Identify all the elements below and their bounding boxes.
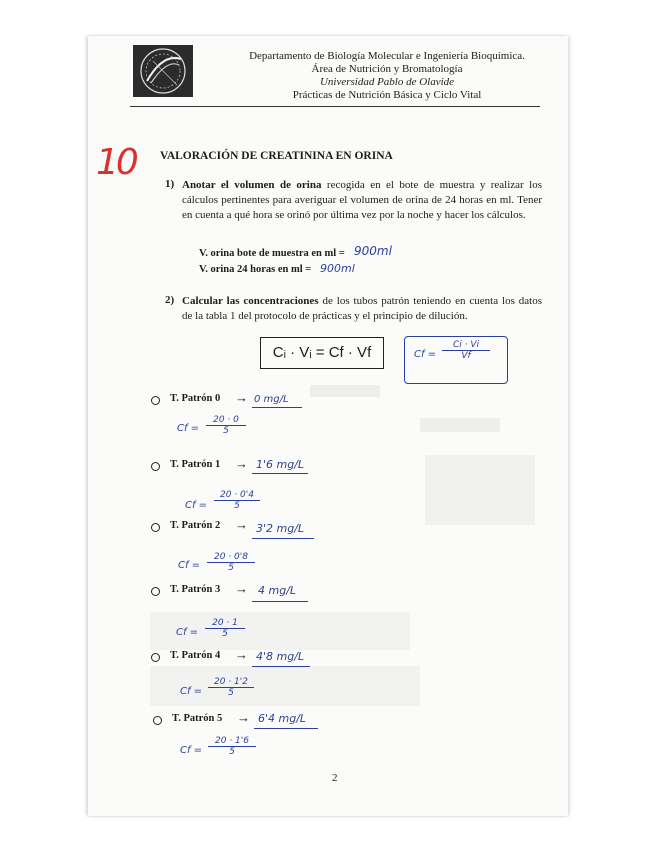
arrow-icon: → (237, 710, 250, 725)
arrow-icon: → (235, 390, 248, 405)
arrow-icon: → (235, 517, 248, 532)
patron-2-numerator: 20 · 0'8 (207, 552, 255, 563)
arrow-icon: → (235, 647, 248, 662)
patron-4-denominator: 5 (228, 688, 234, 698)
patron-4-fraction (208, 677, 254, 698)
patron-2-cf: Cf = (178, 560, 201, 571)
patron-5-fraction (208, 736, 256, 757)
label-volume-bote: V. orina bote de muestra en ml = (199, 248, 345, 259)
patron-0-fraction (206, 415, 246, 436)
patron-1-denominator: 5 (234, 501, 240, 511)
handwritten-formula-lhs: Cf = (414, 349, 437, 360)
result-underline (252, 538, 314, 539)
section-2-number: 2) (165, 294, 175, 306)
patron-0-cf: Cf = (177, 423, 200, 434)
section-2-instructions (182, 294, 542, 324)
bullet-icon (151, 653, 160, 662)
university-logo (133, 45, 193, 97)
arrow-icon: → (235, 456, 248, 471)
patron-0-numerator: 20 · 0 (206, 415, 246, 426)
result-underline (252, 666, 310, 667)
section-2-bold: Calcular las concentraciones (182, 295, 319, 307)
patron-3-label: T. Patrón 3 (170, 584, 221, 595)
patron-5-label: T. Patrón 5 (172, 713, 223, 724)
page-title: VALORACIÓN DE CREATININA EN ORINA (160, 150, 393, 162)
patron-2-label: T. Patrón 2 (170, 520, 221, 531)
section-1-number: 1) (165, 178, 175, 190)
header-divider (130, 106, 540, 107)
result-underline (252, 473, 308, 474)
bullet-icon (151, 462, 160, 471)
patron-4-cf: Cf = (180, 686, 203, 697)
patron-3-fraction (205, 618, 245, 639)
bullet-icon (151, 587, 160, 596)
bullet-icon (153, 716, 162, 725)
grade-mark: 10 (96, 142, 136, 183)
patron-2-result: 3'2 mg/L (256, 522, 305, 535)
handwritten-formula-denominator: Vf (461, 351, 471, 361)
patron-5-cf: Cf = (180, 745, 203, 756)
patron-0-denominator: 5 (223, 426, 229, 436)
section-1-text: recogida en el bote de muestra y realizar los cálculos pertinentes para averiguar el volumen de orina de 24 horas en ml. Tener en cuenta a qué hora se orinó por última vez por la noche y hacer los cálculos. (182, 179, 542, 221)
patron-4-label: T. Patrón 4 (170, 650, 221, 661)
result-underline (254, 728, 318, 729)
patron-3-result: 4 mg/L (258, 584, 297, 597)
handwritten-formula-numerator: Ci · Vi (442, 340, 490, 351)
bleed-through-mark (310, 385, 380, 397)
patron-5-denominator: 5 (229, 747, 235, 757)
patron-0-label: T. Patrón 0 (170, 393, 221, 404)
dilution-formula-box: Cᵢ · Vᵢ = Cf · Vf (260, 337, 384, 369)
section-1-instructions (182, 178, 542, 223)
handwritten-formula-fraction (442, 340, 490, 361)
bullet-icon (151, 523, 160, 532)
section-2-text: de los tubos patrón teniendo en cuenta los datos de la tabla 1 del protocolo de prácticas y el principio de dilución. (182, 295, 542, 322)
header-department: Departamento de Biología Molecular e Ingeniería Bioquímica. (249, 50, 525, 62)
patron-4-result: 4'8 mg/L (256, 650, 305, 663)
section-1-bold: Anotar el volumen de orina (182, 179, 322, 191)
result-underline (252, 601, 308, 602)
patron-3-denominator: 5 (222, 629, 228, 639)
bullet-icon (151, 396, 160, 405)
patron-2-fraction (207, 552, 255, 573)
patron-5-result: 6'4 mg/L (258, 712, 307, 725)
page-number: 2 (332, 772, 338, 784)
patron-5-numerator: 20 · 1'6 (208, 736, 256, 747)
patron-1-result: 1'6 mg/L (256, 458, 305, 471)
patron-1-fraction (214, 490, 260, 511)
header-area: Área de Nutrición y Bromatología (311, 63, 463, 75)
result-underline (252, 407, 302, 408)
patron-1-label: T. Patrón 1 (170, 459, 221, 470)
header-course: Prácticas de Nutrición Básica y Ciclo Vital (292, 89, 482, 101)
value-volume-bote: 900ml (354, 244, 392, 258)
label-volume-24h: V. orina 24 horas en ml = (199, 264, 312, 275)
patron-4-numerator: 20 · 1'2 (208, 677, 254, 688)
patron-1-cf: Cf = (185, 500, 208, 511)
header-university: Universidad Pablo de Olavide (319, 76, 455, 88)
patron-0-result: 0 mg/L (254, 394, 289, 405)
patron-2-denominator: 5 (228, 563, 234, 573)
arrow-icon: → (235, 581, 248, 596)
patron-3-cf: Cf = (176, 627, 199, 638)
bleed-through-mark (420, 418, 500, 432)
bleed-through-mark (425, 455, 535, 525)
patron-3-numerator: 20 · 1 (205, 618, 245, 629)
value-volume-24h: 900ml (320, 262, 355, 275)
patron-1-numerator: 20 · 0'4 (214, 490, 260, 501)
